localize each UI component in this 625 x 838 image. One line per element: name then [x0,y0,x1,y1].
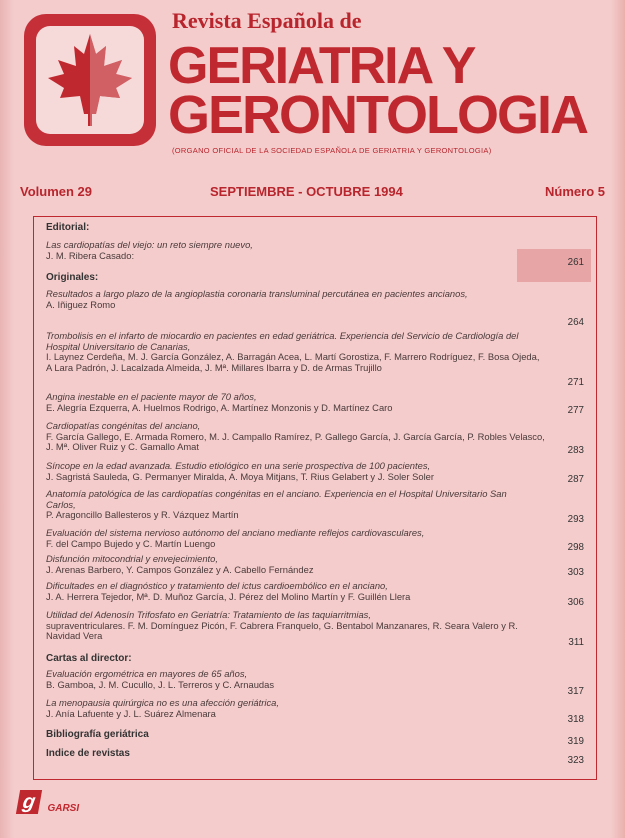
issue-date: SEPTIEMBRE - OCTUBRE 1994 [210,184,403,199]
toc-entry[interactable] [46,610,536,642]
entry-authors: J. A. Herrera Tejedor, Mª. D. Muñoz García, J. Pérez del Molino Martín y F. Guillén Llera [46,590,411,602]
journal-logo [24,14,156,146]
journal-title-line1: GERIATRIA Y [168,37,475,95]
entry-page: 287 [567,474,584,485]
entry-title: Angina inestable en el paciente mayor de 70 años, [46,391,257,402]
entry-title: Síncope en la edad avanzada. Estudio etiológico en una serie prospectiva de 100 pacientes, [46,460,431,471]
section-editorial: Editorial: [46,222,90,233]
entry-authors: F. del Campo Bujedo y C. Martín Luengo [46,537,216,549]
entry-page: 318 [567,714,584,725]
toc-entry[interactable] [46,581,536,602]
entry-page: 311 [568,637,584,648]
indice-page: 323 [567,755,584,766]
toc-entry[interactable] [46,240,586,261]
entry-authors: J. M. Ribera Casado: [46,249,135,261]
entry-authors: E. Alegría Ezquerra, A. Huelmos Rodrigo, A. Martínez Monzonis y D. Martínez Caro [46,401,393,413]
entry-page: 264 [567,317,584,328]
toc-entry[interactable] [46,392,546,413]
toc-entry[interactable] [46,289,536,310]
toc-entry[interactable] [46,461,546,482]
toc-entry[interactable] [46,489,536,521]
entry-title: La menopausia quirúrgica no es una afección geriátrica, [46,697,279,708]
entry-title: Evaluación ergométrica en mayores de 65 años, [46,668,248,679]
section-originales: Originales: [46,272,99,283]
entry-page: 306 [567,597,584,608]
entry-authors: I. Laynez Cerdeña, M. J. García González, A. Barragán Acea, L. Martí Gorostiza, F. Marrero Rodríguez, F. Bosa Ojeda, A Lara Padrón, J. Lacalzada Almeida, J. Mª. Millares Ibarra y D. de Armas Trujillo [46,351,540,374]
entry-page: 261 [567,257,584,268]
journal-prefix: Revista Española de [172,8,362,33]
section-indice[interactable]: Indice de revistas [46,748,130,759]
entry-title: Disfunción mitocondrial y envejecimiento, [46,553,218,564]
toc-entry[interactable] [46,528,536,549]
volume-label: Volumen 29 [20,184,93,199]
entry-authors: J. Arenas Barbero, Y. Campos González y A. Cabello Fernández [46,563,314,575]
entry-title: Evaluación del sistema nervioso autónomo del anciano mediante reflejos cardiovasculares, [46,527,425,538]
toc-entry[interactable] [46,698,536,719]
entry-title: Dificultades en el diagnóstico y tratamiento del ictus cardioembólico en el anciano, [46,580,388,591]
entry-authors: supraventriculares. F. M. Domínguez Picón, F. Cabrera Franquelo, G. Bentabol Manzanares, R. Seara Valero y R. Navidad Vera [46,619,518,642]
entry-page: 298 [567,542,584,553]
page-spine [0,0,14,838]
section-bibliografia[interactable]: Bibliografía geriátrica [46,729,149,740]
section-cartas: Cartas al director: [46,653,132,664]
maple-leaf-icon [36,26,144,134]
toc-entry[interactable] [46,421,546,453]
entry-authors: B. Gamboa, J. M. Cucullo, J. L. Terreros y C. Arnaudas [46,678,275,690]
toc-entry[interactable] [46,554,536,575]
entry-page: 283 [567,445,584,456]
page-edge [611,0,625,838]
publisher-name: GARSI [47,803,80,814]
publisher-mark: g [16,790,42,814]
toc-entry[interactable] [46,331,546,374]
publisher-logo [18,790,79,814]
journal-subtitle: (ORGANO OFICIAL DE LA SOCIEDAD ESPAÑOLA DE GERIATRIA Y GERONTOLOGIA) [172,146,492,155]
toc-entry[interactable] [46,669,536,690]
entry-authors: J. Anía Lafuente y J. L. Suárez Almenara [46,707,216,719]
entry-title: Utilidad del Adenosín Trifosfato en Geriatría: Tratamiento de las taquiarritmias, [46,609,371,620]
entry-title: Las cardiopatías del viejo: un reto siempre nuevo, [46,239,253,250]
bibliografia-page: 319 [567,736,584,747]
entry-title: Resultados a largo plazo de la angioplastia coronaria transluminal percutánea en pacientes ancianos, [46,288,468,299]
entry-authors: P. Aragoncillo Ballesteros y R. Vázquez Martín [46,509,239,521]
entry-page: 303 [567,567,584,578]
entry-page: 271 [567,377,584,388]
entry-authors: J. Sagristá Sauleda, G. Permanyer Miralda, A. Moya Mitjans, T. Rius Gelabert y J. Soler Soler [46,470,435,482]
entry-authors: A. Iñiguez Romo [46,298,116,310]
entry-page: 317 [567,686,584,697]
journal-title-line2: GERONTOLOGIA [168,85,588,145]
entry-page: 293 [567,514,584,525]
entry-title: Cardiopatías congénitas del anciano, [46,420,201,431]
issue-number: Número 5 [545,184,605,199]
entry-title: Anatomía patológica de las cardiopatías congénitas en el anciano. Experiencia en el Hospital Universitario San Carlos, [46,488,507,510]
entry-authors: F. García Gallego, E. Armada Romero, M. J. Campallo Ramírez, P. Gallego García, J. García García, P. Robles Velasco, J. Mª. Oliver Ruiz y C. Gamallo Amat [46,430,545,453]
entry-page: 277 [567,405,584,416]
entry-title: Trombolisis en el infarto de miocardio en pacientes en edad geriátrica. Experiencia del Servicio de Cardiología del Hospital Universitario de Canarias, [46,330,519,352]
table-of-contents [33,216,597,780]
